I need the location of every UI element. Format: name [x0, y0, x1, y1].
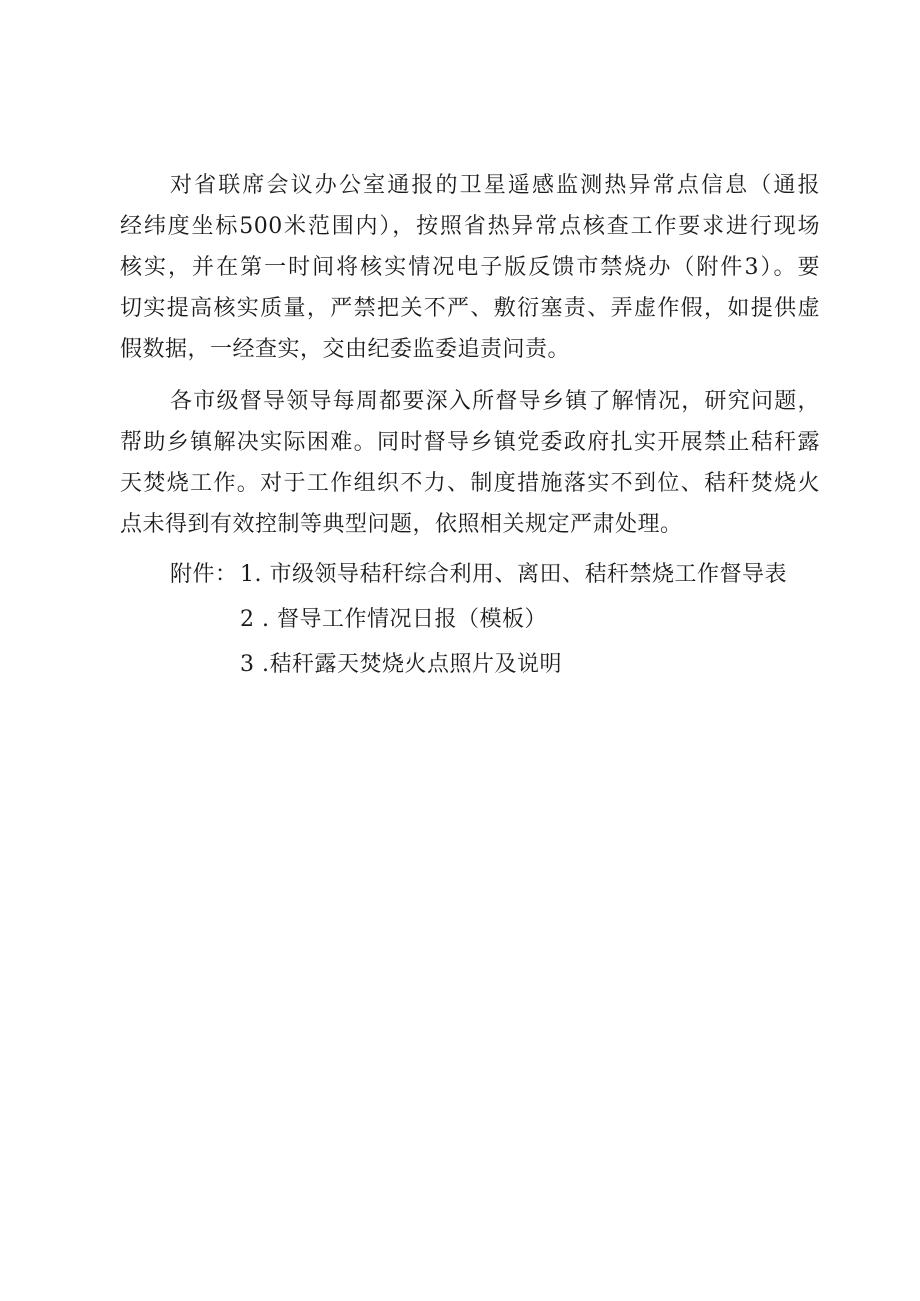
paragraph-2-line-1: 各市级督导领导每周都要深入所督导乡镇了解情况，研究问题，	[170, 389, 820, 414]
attachments-label: 附件：	[170, 562, 238, 587]
paragraph-2-line-3: 天焚烧工作。对于工作组织不力、制度措施落实不到位、秸秆焚烧火	[120, 471, 820, 496]
attachment-item-2: 2 . 督导工作情况日报（模板）	[240, 607, 547, 632]
paragraph-2-line-2: 帮助乡镇解决实际困难。同时督导乡镇党委政府扎实开展禁止秸秆露	[120, 430, 820, 455]
paragraph-1-line-4: 切实提高核实质量，严禁把关不严、敷衍塞责、弄虚作假，如提供虚	[120, 296, 820, 321]
paragraph-1-line-1: 对省联席会议办公室通报的卫星遥感监测热异常点信息（通报	[170, 173, 820, 198]
paragraph-1-line-2: 经纬度坐标500米范围内），按照省热异常点核查工作要求进行现场	[120, 214, 820, 239]
attachment-item-1: 1. 市级领导秸秆综合利用、离田、秸秆禁烧工作督导表	[240, 562, 787, 587]
paragraph-1-line-3: 核实，并在第一时间将核实情况电子版反馈市禁烧办（附件3）。要	[120, 255, 820, 280]
paragraph-1-line-5: 假数据，一经查实，交由纪委监委追责问责。	[120, 337, 571, 362]
attachment-item-3: 3 .秸秆露天焚烧火点照片及说明	[240, 652, 562, 677]
paragraph-2-line-4: 点未得到有效控制等典型问题，依照相关规定严肃处理。	[120, 512, 683, 537]
